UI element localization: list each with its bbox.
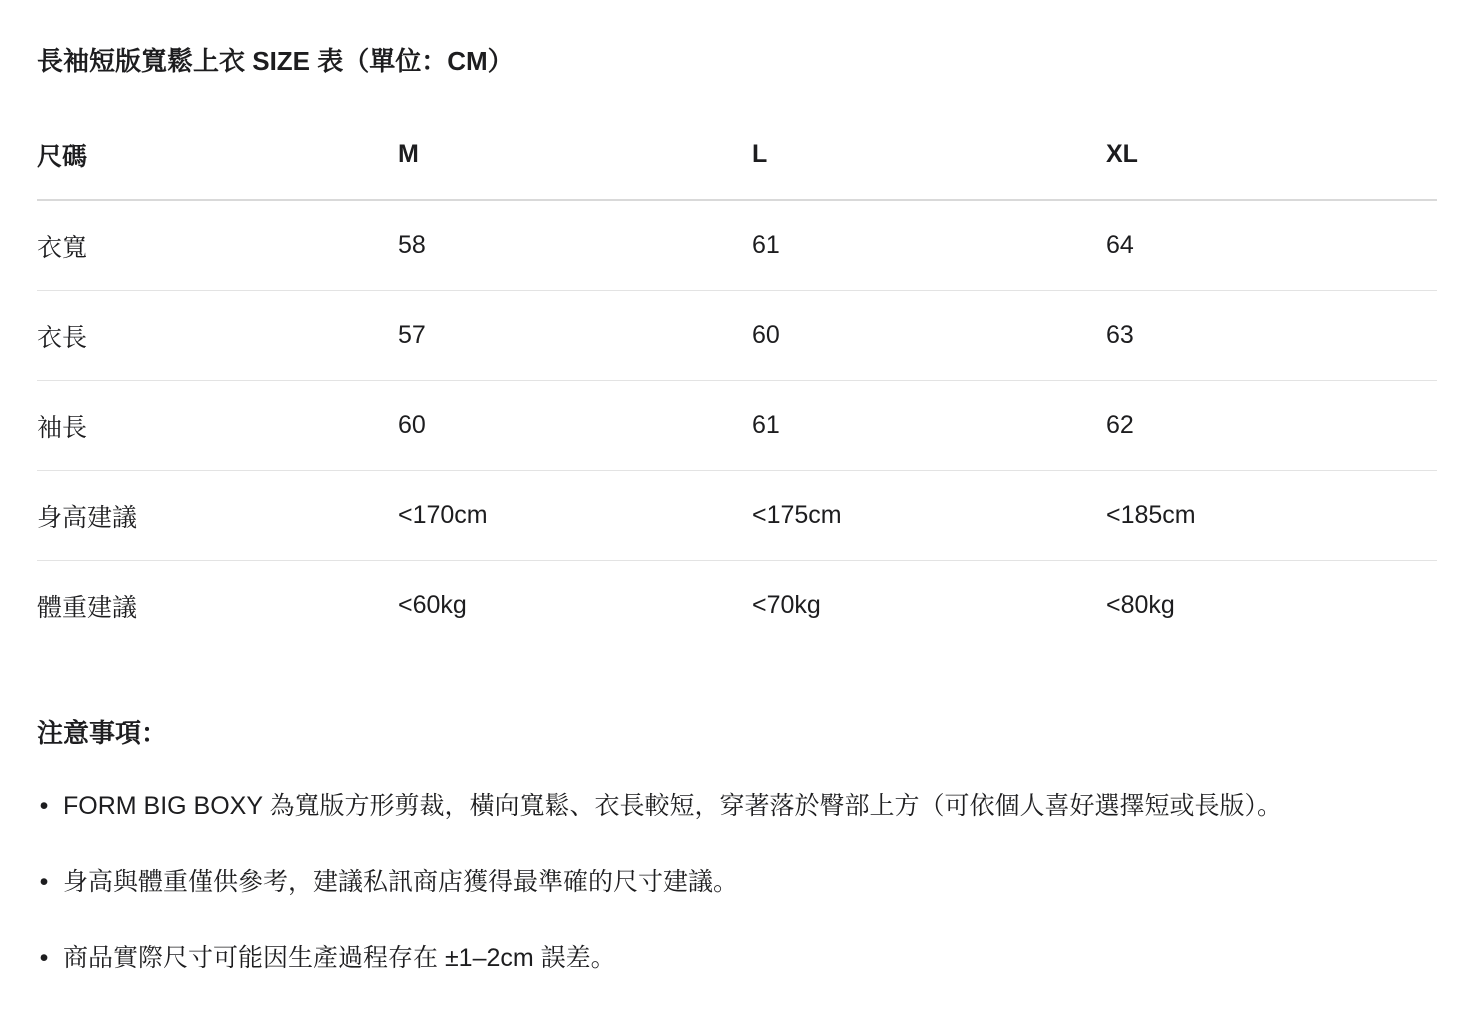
note-item (37, 940, 1437, 976)
size-chart-title: 長袖短版寬鬆上衣 SIZE 表（單位：CM） (37, 46, 514, 76)
table-row-chest-width (37, 200, 1437, 291)
table-cell: <80kg (1106, 591, 1175, 619)
note-item (37, 788, 1437, 824)
table-cell: 58 (398, 200, 752, 291)
table-cell: 64 (1106, 200, 1437, 291)
bullet-icon: • (39, 792, 49, 820)
row-label: 體重建議 (37, 593, 138, 622)
header-size-label: 尺碼 (37, 110, 398, 200)
notes-title: 注意事項： (37, 718, 168, 748)
table-cell: 61 (752, 381, 1106, 471)
bullet-icon: • (39, 944, 49, 972)
table-cell: 57 (398, 291, 752, 381)
table-row-sleeve-length (37, 381, 1437, 471)
table-cell: <185cm (1106, 471, 1437, 561)
table-cell: 60 (398, 381, 752, 471)
note-text: FORM BIG BOXY 為寬版方形剪裁，橫向寬鬆、衣長較短，穿著落於臀部上方（可依個人喜好選擇短或長版）。 (63, 792, 1283, 820)
note-text: 商品實際尺寸可能因生產過程存在 ±1–2cm 誤差。 (63, 944, 616, 972)
table-cell: 62 (1106, 381, 1437, 471)
row-label: 袖長 (37, 381, 398, 471)
table-cell: <60kg (398, 591, 467, 619)
row-label: 衣長 (37, 291, 398, 381)
row-label: 衣寬 (37, 200, 398, 291)
table-cell: <175cm (752, 471, 1106, 561)
header-size-m: M (398, 110, 752, 200)
header-size-xl: XL (1106, 110, 1437, 200)
table-row-weight-suggestion (37, 561, 1437, 651)
table-header-row (37, 110, 1437, 200)
table-cell: 60 (752, 291, 1106, 381)
header-size-l: L (752, 110, 1106, 200)
note-item (37, 864, 1437, 900)
note-text: 身高與體重僅供參考，建議私訊商店獲得最準確的尺寸建議。 (63, 868, 739, 896)
size-table (37, 110, 1437, 650)
row-label: 身高建議 (37, 471, 398, 561)
table-cell: <70kg (752, 591, 821, 619)
bullet-icon: • (39, 868, 49, 896)
table-cell: <170cm (398, 471, 752, 561)
table-cell: 63 (1106, 291, 1437, 381)
notes-list (37, 788, 1437, 1016)
table-cell: 61 (752, 200, 1106, 291)
table-row-body-length (37, 291, 1437, 381)
table-row-height-suggestion (37, 471, 1437, 561)
